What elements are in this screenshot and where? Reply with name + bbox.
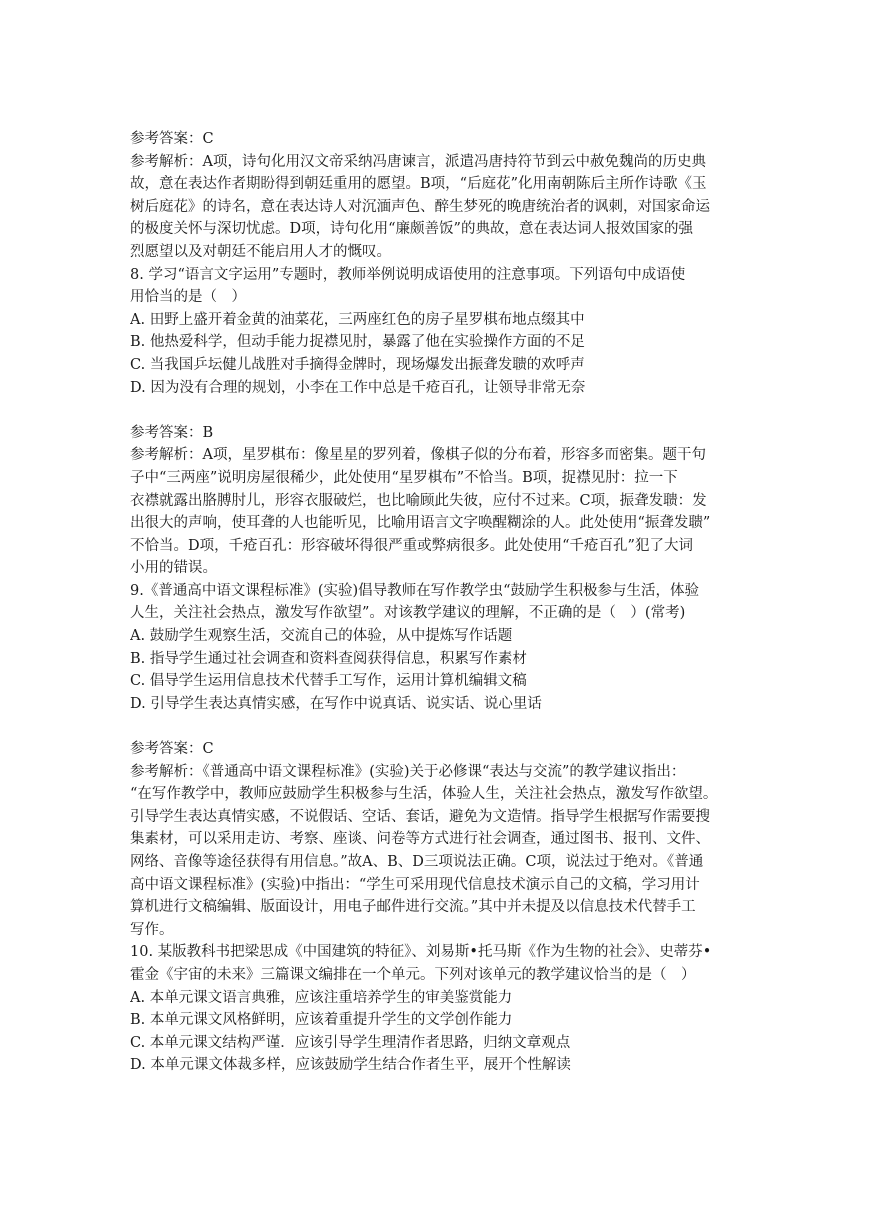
question-stem: 人生，关注社会热点，激发写作欲望”。对该教学建议的理解，不正确的是（ ）(常考) [130,605,686,622]
explanation-line: 参考解析：A项，诗句化用汉文帝采纳冯唐谏言，派遣冯唐持符节到云中赦免魏尚的历史典 [130,153,706,170]
spacer [130,399,740,422]
answer-block-q7 [130,128,740,264]
option-c: C. 本单元课文结构严谨．应该引导学生理清作者思路，归纳文章观点 [130,1034,571,1051]
answer-line: 参考答案：B [130,424,214,441]
option-c: C. 倡导学生运用信息技术代替手工写作，运用计算机编辑文稿 [130,673,527,690]
explanation-line: 树后庭花》的诗名，意在表达诗人对沉湎声色、醉生梦死的晚唐统治者的讽刺，对国家命运 [130,198,710,215]
explanation-line: 衣襟就露出胳膊肘儿，形容衣服破烂，也比喻顾此失彼，应付不过来。C项，振聋发聩：发 [130,492,707,509]
answer-block-q9 [130,738,740,941]
question-block-q10 [130,941,740,1077]
option-a: A. 本单元课文语言典雅，应该注重培养学生的审美鉴赏能力 [130,989,513,1006]
explanation-line: “在写作教学中，教师应鼓励学生积极参与生活，体验人生，关注社会热点，激发写作欲望。 [130,786,718,803]
option-b: B. 他热爱科学，但动手能力捉襟见肘，暴露了他在实验操作方面的不足 [130,334,585,351]
explanation-line: 不恰当。D项，千疮百孔：形容破坏得很严重或弊病很多。此处使用“千疮百孔”犯了大词 [130,537,693,554]
option-d: D. 本单元课文体裁多样，应该鼓励学生结合作者生平，展开个性解读 [130,1057,571,1074]
explanation-line: 参考解析：《普通高中语文课程标准》(实验)关于必修课“表达与交流”的教学建议指出： [130,763,686,780]
explanation-line: 的极度关怀与深切忧虑。D项，诗句化用“廉颇善饭”的典故，意在表达词人报效国家的强 [130,221,693,238]
explanation-line: 写作。 [130,921,174,938]
question-stem: 霍金《宇宙的未来》三篇课文编排在一个单元。下列对该单元的教学建议恰当的是（ ） [130,966,696,983]
option-d: D. 引导学生表达真情实感，在写作中说真话、说实话、说心里话 [130,695,542,712]
option-b: B. 本单元课文风格鲜明，应该着重提升学生的文学创作能力 [130,1012,513,1029]
document-page [130,128,740,1077]
option-a: A. 田野上盛开着金黄的油菜花，三两座红色的房子星罗棋布地点缀其中 [130,311,585,328]
spacer [130,715,740,738]
explanation-line: 小用的错误。 [130,560,217,577]
option-d: D. 因为没有合理的规划，小李在工作中总是千疮百孔，让领导非常无奈 [130,379,586,396]
explanation-line: 出很大的声响，使耳聋的人也能听见，比喻用语言文字唤醒糊涂的人。此处使用“振聋发聩” [130,515,711,532]
option-a: A. 鼓励学生观察生活，交流自己的体验，从中提炼写作话题 [130,628,513,645]
explanation-line: 烈愿望以及对朝廷不能启用人才的慨叹。 [130,243,391,260]
option-c: C. 当我国乒坛健儿战胜对手摘得金牌时，现场爆发出振聋发聩的欢呼声 [130,356,585,373]
question-stem: 9.《普通高中语文课程标准》(实验)倡导教师在写作教学虫“鼓励学生积极参与生活，体验 [130,582,700,599]
answer-block-q8 [130,422,740,580]
question-stem: 用恰当的是（ ） [130,289,246,306]
answer-line: 参考答案：C [130,741,214,758]
explanation-line: 故，意在表达作者期盼得到朝廷重用的愿望。B项，“后庭花”化用南朝陈后主所作诗歌《玉 [130,176,707,193]
question-stem: 8. 学习“语言文字运用”专题时，教师举例说明成语使用的注意事项。下列语句中成语使 [130,266,686,283]
explanation-line: 网络、音像等途径获得有用信息。”故A、B、D三项说法正确。C项，说法过于绝对。《普通 [130,854,704,870]
explanation-line: 算机进行文稿编辑、版面设计，用电子邮件进行交流。”其中并未提及以信息技术代替手工 [130,899,696,916]
answer-line: 参考答案：C [130,131,214,147]
question-block-q8 [130,264,740,400]
option-b: B. 指导学生通过社会调查和资料查阅获得信息，积累写作素材 [130,650,527,667]
explanation-line: 高中语文课程标准》(实验)中指出：“学生可采用现代信息技术演示自己的文稿，学习用计 [130,876,700,893]
explanation-line: 集素材，可以采用走访、考察、座谈、问卷等方式进行社会调查，通过图书、报刊、文件、 [130,831,710,848]
explanation-line: 子中“三两座”说明房屋很稀少，此处使用“星罗棋布”不恰当。B项，捉襟见肘：拉一下 [130,469,678,486]
question-stem: 10. 某版教科书把梁思成《中国建筑的特征》、刘易斯•托马斯《作为生物的社会》、史蒂芬• [130,944,712,961]
question-block-q9 [130,580,740,716]
explanation-line: 引导学生表达真情实感，不说假话、空话、套话，避免为文造情。指导学生根据写作需要搜 [130,808,710,825]
explanation-line: 参考解析：A项，星罗棋布：像星星的罗列着，像棋子似的分布着，形容多而密集。题干句 [130,447,706,464]
